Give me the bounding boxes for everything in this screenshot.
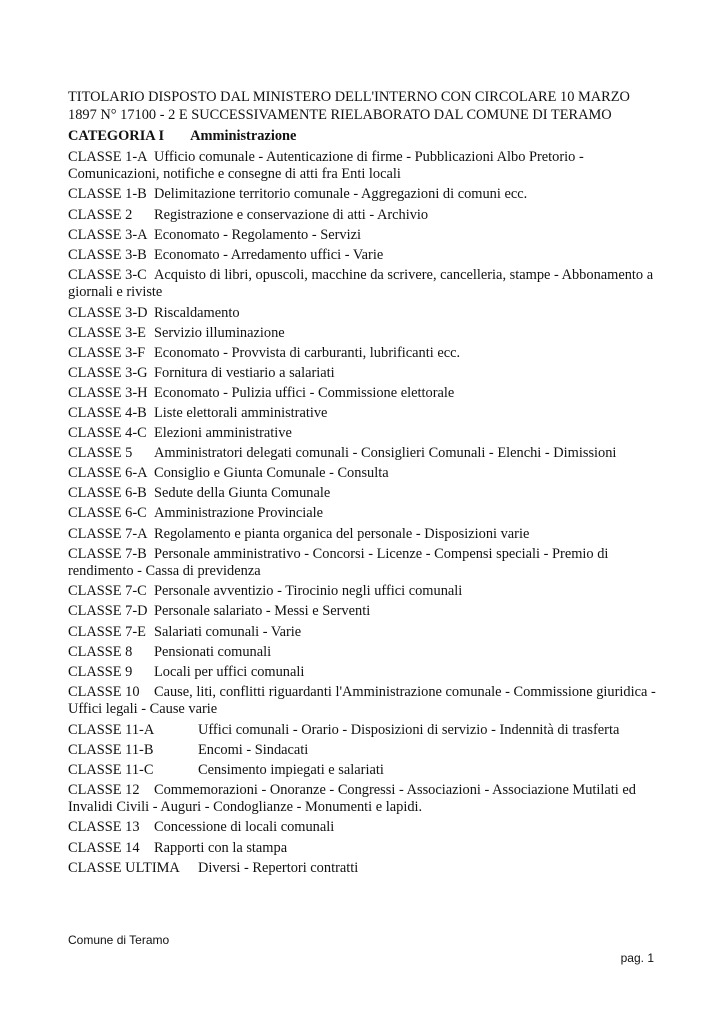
class-description: Cause, liti, conflitti riguardanti l'Amministrazione comunale - Commissione giuridica - Uffici legali - Cause varie bbox=[68, 683, 656, 718]
class-description: Fornitura di vestiario a salariati bbox=[154, 364, 335, 381]
class-entry bbox=[68, 325, 658, 343]
class-description: Diversi - Repertori contratti bbox=[198, 859, 359, 876]
category-heading bbox=[68, 128, 658, 146]
class-description: Personale amministrativo - Concorsi - Licenze - Compensi speciali - Premio di rendimento - Cassa di previdenza bbox=[68, 545, 609, 580]
class-code: CLASSE 11-B bbox=[68, 741, 154, 758]
class-description: Encomi - Sindacati bbox=[198, 741, 309, 758]
class-code: CLASSE 9 bbox=[68, 663, 133, 680]
class-code: CLASSE 3-A bbox=[68, 226, 148, 243]
class-code: CLASSE 5 bbox=[68, 445, 133, 462]
class-code: CLASSE 3-B bbox=[68, 246, 147, 263]
class-code: CLASSE 12 bbox=[68, 781, 140, 798]
class-code: CLASSE 7-E bbox=[68, 623, 146, 640]
class-entry bbox=[68, 247, 658, 265]
class-entry bbox=[68, 583, 658, 601]
document-body bbox=[68, 89, 658, 880]
class-entry bbox=[68, 742, 658, 760]
class-entry bbox=[68, 207, 658, 225]
class-entry bbox=[68, 603, 658, 621]
class-entry bbox=[68, 664, 658, 682]
class-entry bbox=[68, 762, 658, 780]
class-entry bbox=[68, 819, 658, 837]
class-entry bbox=[68, 465, 658, 483]
class-code: CLASSE 7-D bbox=[68, 603, 148, 620]
class-description: Servizio illuminazione bbox=[154, 324, 285, 341]
class-entry bbox=[68, 505, 658, 523]
class-description: Liste elettorali amministrative bbox=[154, 405, 328, 421]
class-code: CLASSE 3-D bbox=[68, 304, 148, 321]
class-entry bbox=[68, 624, 658, 642]
class-description: Pensionati comunali bbox=[154, 643, 272, 660]
footer-organization: Comune di Teramo bbox=[68, 933, 170, 947]
class-code: CLASSE 11-A bbox=[68, 721, 155, 738]
class-description: Personale salariato - Messi e Serventi bbox=[154, 603, 371, 620]
class-code: CLASSE 11-C bbox=[68, 761, 154, 778]
class-code: CLASSE 3-C bbox=[68, 266, 147, 283]
class-code: CLASSE 4-C bbox=[68, 425, 147, 442]
class-code: CLASSE 2 bbox=[68, 206, 133, 223]
class-entry bbox=[68, 227, 658, 245]
class-entry bbox=[68, 345, 658, 363]
class-entry bbox=[68, 644, 658, 662]
class-code: CLASSE 7-B bbox=[68, 545, 147, 562]
class-entry bbox=[68, 546, 658, 581]
category-name: Amministrazione bbox=[190, 128, 297, 145]
class-description: Economato - Arredamento uffici - Varie bbox=[154, 246, 384, 263]
class-description: Economato - Regolamento - Servizi bbox=[154, 226, 362, 243]
class-description: Concessione di locali comunali bbox=[154, 819, 335, 836]
class-entry bbox=[68, 840, 658, 858]
class-code: CLASSE 13 bbox=[68, 819, 140, 836]
class-code: CLASSE 14 bbox=[68, 839, 140, 856]
class-code: CLASSE 3-H bbox=[68, 384, 148, 401]
footer-page-number: pag. 1 bbox=[620, 951, 654, 965]
class-description: Riscaldamento bbox=[154, 304, 240, 321]
class-description: Elezioni amministrative bbox=[154, 425, 292, 442]
class-description: Locali per uffici comunali bbox=[154, 663, 305, 680]
class-entry bbox=[68, 684, 658, 719]
class-description: Salariati comunali - Varie bbox=[154, 623, 302, 640]
class-code: CLASSE 6-B bbox=[68, 485, 147, 502]
class-entry bbox=[68, 485, 658, 503]
class-code: CLASSE 1-B bbox=[68, 186, 147, 203]
class-description: Sedute della Giunta Comunale bbox=[154, 485, 331, 502]
class-entry bbox=[68, 526, 658, 544]
class-code: CLASSE 7-A bbox=[68, 525, 148, 542]
class-code: CLASSE 4-B bbox=[68, 405, 147, 421]
class-code: CLASSE 8 bbox=[68, 643, 133, 660]
class-description: Delimitazione territorio comunale - Aggregazioni di comuni ecc. bbox=[154, 186, 528, 203]
class-entry bbox=[68, 149, 658, 184]
class-description: Amministratori delegati comunali - Consiglieri Comunali - Elenchi - Dimissioni bbox=[154, 445, 617, 462]
class-description: Registrazione e conservazione di atti - Archivio bbox=[154, 206, 429, 223]
class-description: Ufficio comunale - Autenticazione di firme - Pubblicazioni Albo Pretorio - Comunicazioni, notifiche e consegne di atti fra Enti locali bbox=[68, 148, 584, 183]
class-entry bbox=[68, 425, 658, 443]
class-code: CLASSE 6-C bbox=[68, 505, 147, 522]
class-description: Acquisto di libri, opuscoli, macchine da scrivere, cancelleria, stampe - Abbonamento a giornali e riviste bbox=[68, 266, 654, 301]
class-code: CLASSE 3-G bbox=[68, 364, 148, 381]
class-description: Economato - Provvista di carburanti, lubrificanti ecc. bbox=[154, 344, 461, 361]
class-entry bbox=[68, 267, 658, 302]
class-description: Economato - Pulizia uffici - Commissione elettorale bbox=[154, 384, 455, 401]
class-code: CLASSE 3-F bbox=[68, 344, 146, 361]
class-entry bbox=[68, 782, 658, 817]
class-entry bbox=[68, 365, 658, 383]
class-code: CLASSE 3-E bbox=[68, 324, 146, 341]
class-code: CLASSE 7-C bbox=[68, 583, 147, 600]
class-description: Personale avventizio - Tirocinio negli uffici comunali bbox=[154, 583, 463, 600]
class-entry bbox=[68, 860, 658, 878]
class-entry bbox=[68, 405, 658, 423]
class-description: Uffici comunali - Orario - Disposizioni di servizio - Indennità di trasferta bbox=[198, 721, 620, 738]
category-code: CATEGORIA I bbox=[68, 128, 165, 145]
class-description: Amministrazione Provinciale bbox=[154, 505, 324, 522]
class-description: Censimento impiegati e salariati bbox=[198, 761, 384, 778]
class-entry bbox=[68, 305, 658, 323]
class-code: CLASSE 6-A bbox=[68, 465, 148, 482]
class-entry bbox=[68, 445, 658, 463]
class-description: Consiglio e Giunta Comunale - Consulta bbox=[154, 465, 389, 482]
class-code: CLASSE ULTIMA bbox=[68, 859, 180, 876]
class-entry bbox=[68, 722, 658, 740]
class-code: CLASSE 10 bbox=[68, 683, 140, 700]
class-description: Rapporti con la stampa bbox=[154, 839, 288, 856]
document-heading: TITOLARIO DISPOSTO DAL MINISTERO DELL'INTERNO CON CIRCOLARE 10 MARZO 1897 N° 17100 - 2 E SUCCESSIVAMENTE RIELABORATO DAL COMUNE DI TERAMO bbox=[68, 89, 630, 123]
class-entry bbox=[68, 186, 658, 204]
class-list bbox=[68, 149, 658, 877]
class-code: CLASSE 1-A bbox=[68, 148, 148, 165]
class-description: Regolamento e pianta organica del personale - Disposizioni varie bbox=[154, 525, 530, 542]
class-description: Commemorazioni - Onoranze - Congressi - Associazioni - Associazione Mutilati ed Invalidi Civili - Auguri - Condoglianze - Monumenti e lapidi. bbox=[68, 781, 636, 816]
class-entry bbox=[68, 385, 658, 403]
